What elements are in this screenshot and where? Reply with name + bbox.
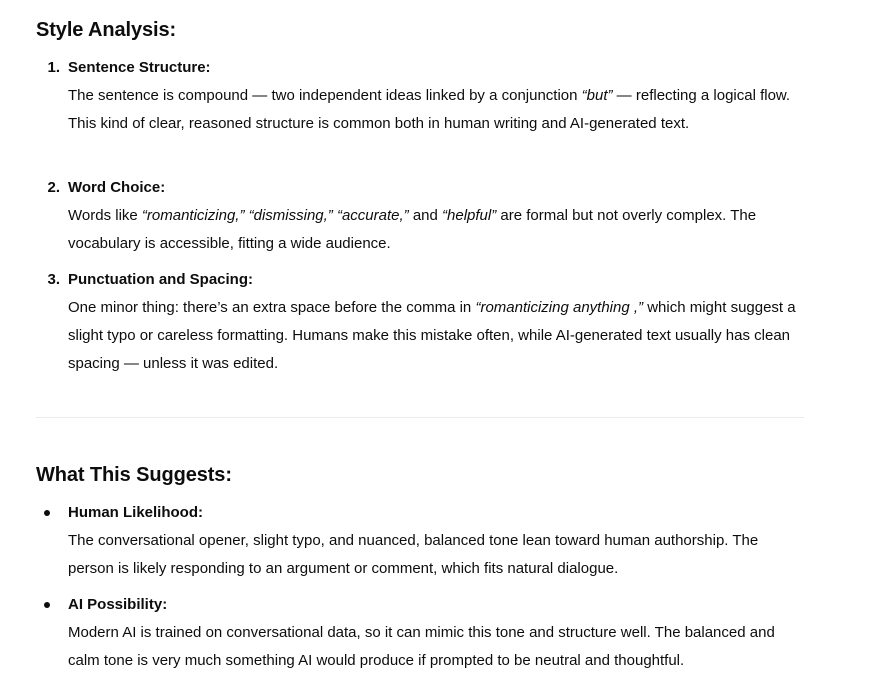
body-text: which might suggest a slight typo or careless formatting. Humans make this mistake often, while AI-generated text usually has clean spacing — unless it was edited. [68,299,796,372]
what-this-suggests-heading: What This Suggests: [36,464,232,486]
section-divider [36,417,804,418]
item-body [68,294,808,378]
bullet-icon [44,602,50,608]
item-title: Human Likelihood: [68,504,203,521]
list-number: 3. [47,271,60,288]
quoted-phrase: “romanticizing anything ,” [475,299,644,316]
quoted-word: “helpful” [442,207,497,224]
body-text: The sentence is compound — two independent ideas linked by a conjunction [68,87,582,104]
quoted-word: “but” [581,87,613,104]
style-analysis-heading: Style Analysis: [36,19,177,41]
body-text: Words like [68,207,142,224]
bullet-icon [44,510,50,516]
item-body: The conversational opener, slight typo, and nuanced, balanced tone lean toward human authorship. The person is likely responding to an argument or comment, which fits natural dialogue. [68,532,759,577]
list-number: 1. [47,59,60,76]
item-title: AI Possibility: [68,596,168,613]
item-body: Modern AI is trained on conversational data, so it can mimic this tone and structure well. The balanced and calm tone is very much something AI would produce if prompted to be neutral and thoughtful. [68,624,775,669]
item-title: Punctuation and Spacing: [68,271,254,288]
item-body [68,202,808,258]
body-text: and [408,207,443,224]
item-title: Word Choice: [68,179,166,196]
item-body [68,82,808,138]
item-title: Sentence Structure: [68,59,211,76]
body-text: are formal but not overly complex. The vocabulary is accessible, fitting a wide audience. [68,207,757,252]
body-text: One minor thing: there’s an extra space before the comma in [68,299,476,316]
quoted-words: “romanticizing,” “dismissing,” “accurate,” [141,207,409,224]
list-number: 2. [47,179,60,196]
body-text: — reflecting a logical flow. This kind of clear, reasoned structure is common both in human writing and AI-generated text. [68,87,791,132]
